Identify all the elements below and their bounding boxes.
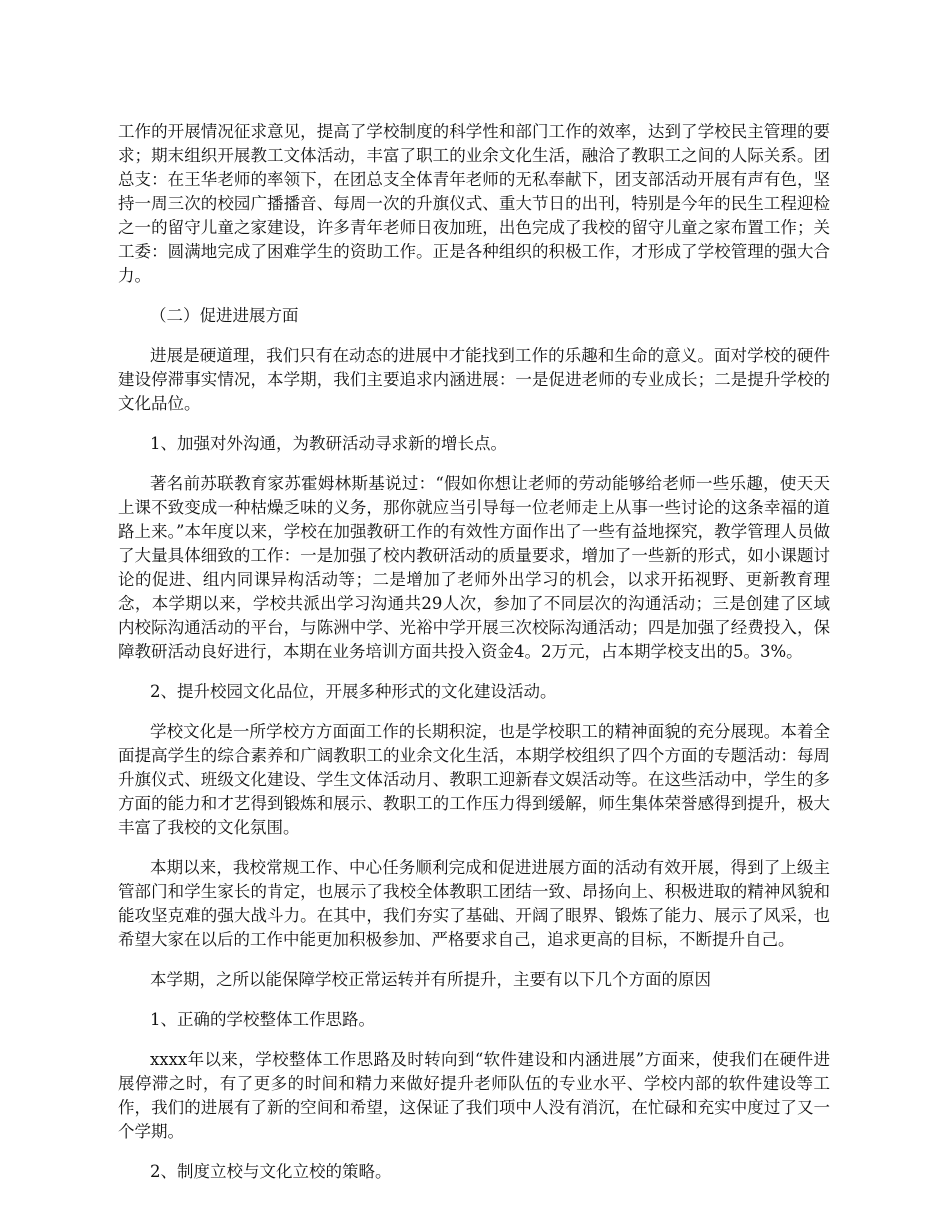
paragraph-organization-work: 工作的开展情况征求意见，提高了学校制度的科学性和部门工作的效率，达到了学校民主管理的要求；期末组织开展教工文体活动，丰富了职工的业余文化生活，融洽了教职工之间的人际关系。团总支：在王华老师的率领下，在团总支全体青年老师的无私奉献下，团支部活动开展有声有色，坚持一周三次的校园广播播音、每周一次的升旗仪式、重大节日的出刊，特别是今年的民生工程迎检之一的留守儿童之家建设，许多青年老师日夜加班，出色完成了我校的留守儿童之家布置工作；关工委：圆满地完成了困难学生的资助工作。正是各种组织的积极工作，才形成了学校管理的强大合力。 xyxy=(118,122,830,285)
document-body xyxy=(118,120,830,1200)
paragraph-term-summary: 本期以来，我校常规工作、中心任务顺利完成和促进进展方面的活动有效开展，得到了上级主管部门和学生家长的肯定，也展示了我校全体教职工团结一致、昂扬向上、积极进取的精神风貌和能攻坚克难的强大战斗力。在其中，我们夯实了基础、开阔了眼界、锻炼了能力、展示了风采，也希望大家在以后的工作中能更加积极参加、严格要求自己，追求更高的目标，不断提升自己。 xyxy=(118,858,830,949)
paragraph-development-intro: 进展是硬道理，我们只有在动态的进展中才能找到工作的乐趣和生命的意义。面对学校的硬件建设停滞事实情况，本学期，我们主要追求内涵进展：一是促进老师的专业成长；二是提升学校的文化品位。 xyxy=(118,346,830,413)
subheading-campus-culture: 2、提升校园文化品位，开展多种形式的文化建设活动。 xyxy=(150,682,557,701)
subheading-external-communication: 1、加强对外沟通，为教研活动寻求新的增长点。 xyxy=(150,434,507,453)
paragraph-work-approach: xxxx年以来，学校整体工作思路及时转向到“软件建设和内涵进展”方面来，使我们在硬件进展停滞之时，有了更多的时间和精力来做好提升老师队伍的专业水平、学校内部的软件建设等工作，我们的进展有了新的空间和希望，这保证了我们项中人没有消沉，在忙碌和充实中度过了又一个学期。 xyxy=(118,1050,830,1141)
section-heading-development: （二）促进进展方面 xyxy=(150,306,299,325)
paragraph-teaching-research: 著名前苏联教育家苏霍姆林斯基说过：“假如你想让老师的劳动能够给老师一些乐趣，使天天上课不致变成一种枯燥乏味的义务，那你就应当引导每一位老师走上从事一些讨论的这条幸福的道路上来。”本年度以来，学校在加强教研工作的有效性方面作出了一些有益地探究，教学管理人员做了大量具体细致的工作：一是加强了校内教研活动的质量要求，增加了一些新的形式，如小课题讨论的促进、组内同课异构活动等；二是增加了老师外出学习的机会，以求开拓视野、更新教育理念，本学期以来，学校共派出学习沟通共29人次，参加了不同层次的沟通活动；三是创建了区域内校际沟通活动的平台，与陈洲中学、光裕中学开展三次校际沟通活动；四是加强了经费投入，保障教研活动良好进行，本期在业务培训方面共投入资金4。2万元，占本期学校支出的5。3%。 xyxy=(118,474,830,661)
paragraph-reasons-intro: 本学期，之所以能保障学校正常运转并有所提升，主要有以下几个方面的原因 xyxy=(150,970,711,989)
paragraph-school-culture: 学校文化是一所学校方方面面工作的长期积淀，也是学校职工的精神面貌的充分展现。本着全面提高学生的综合素养和广阔教职工的业余文化生活，本期学校组织了四个方面的专题活动：每周升旗仪式、班级文化建设、学生文体活动月、教职工迎新春文娱活动等。在这些活动中，学生的多方面的能力和才艺得到锻炼和展示、教职工的工作压力得到缓解，师生集体荣誉感得到提升，极大丰富了我校的文化氛围。 xyxy=(118,722,830,837)
subheading-work-approach: 1、正确的学校整体工作思路。 xyxy=(150,1010,375,1029)
subheading-system-culture-strategy: 2、制度立校与文化立校的策略。 xyxy=(150,1162,392,1181)
